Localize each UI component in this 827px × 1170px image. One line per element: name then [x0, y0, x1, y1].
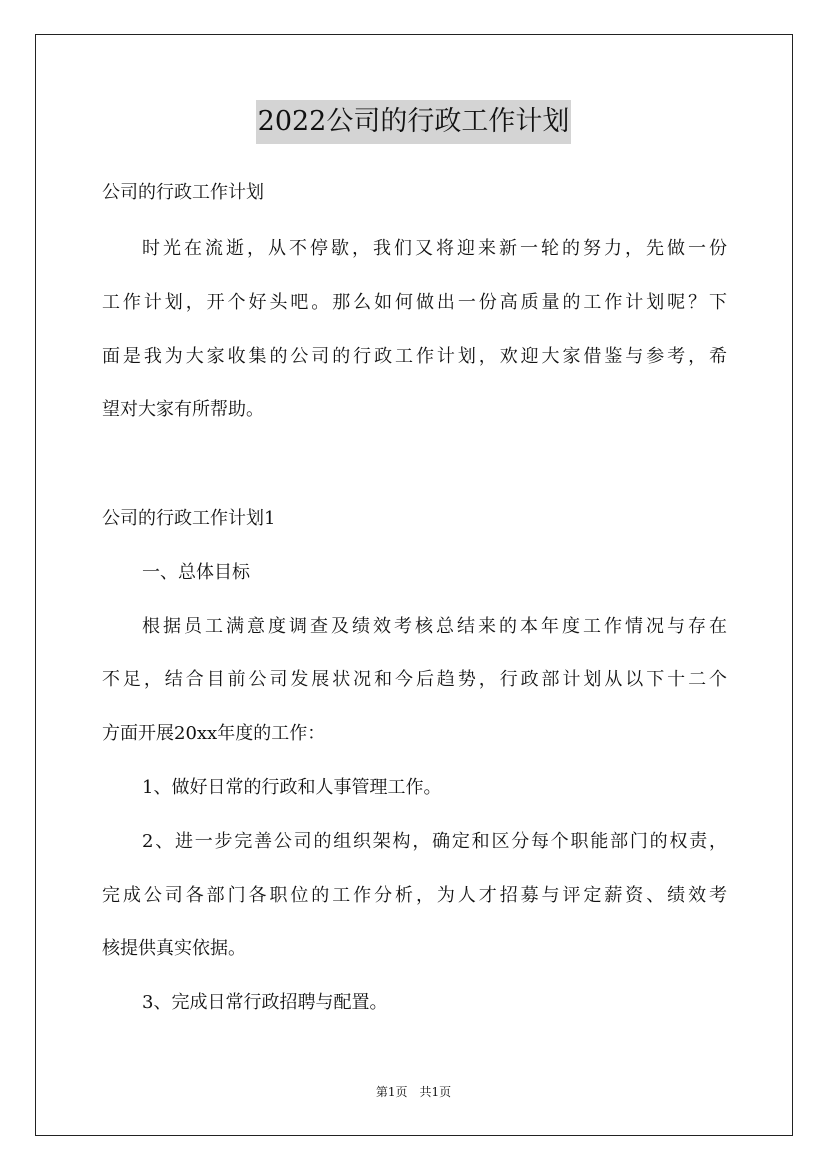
intro-line-2: 工作计划，开个好头吧。那么如何做出一份高质量的工作计划呢？下 [102, 292, 727, 313]
section-title: 公司的行政工作计划1 [102, 508, 276, 529]
document-heading: 公司的行政工作计划 [102, 182, 264, 203]
list-item-1: 1、做好日常的行政和人事管理工作。 [142, 777, 442, 798]
list-item-3: 3、完成日常行政招聘与配置。 [142, 992, 388, 1013]
list-item-2-line-2: 完成公司各部门各职位的工作分析，为人才招募与评定薪资、绩效考 [102, 885, 727, 906]
paragraph-line-3: 方面开展20xx年度的工作： [102, 723, 326, 744]
list-item-2-line-1: 2、进一步完善公司的组织架构，确定和区分每个职能部门的权责， [142, 831, 727, 852]
intro-line-4: 望对大家有所帮助。 [102, 399, 264, 420]
intro-line-1: 时光在流逝，从不停歇，我们又将迎来新一轮的努力，先做一份 [142, 238, 727, 259]
page-footer: 第1页 共1页 [375, 1085, 452, 1099]
title-container [0, 100, 827, 144]
paragraph-line-1: 根据员工满意度调查及绩效考核总结来的本年度工作情况与存在 [142, 616, 727, 637]
document-title: 2022公司的行政工作计划 [256, 100, 572, 144]
intro-line-3: 面是我为大家收集的公司的行政工作计划，欢迎大家借鉴与参考，希 [102, 346, 727, 367]
paragraph-line-2: 不足，结合目前公司发展状况和今后趋势，行政部计划从以下十二个 [102, 669, 727, 690]
subsection-title: 一、总体目标 [142, 562, 250, 583]
list-item-2-line-3: 核提供真实依据。 [102, 938, 246, 959]
